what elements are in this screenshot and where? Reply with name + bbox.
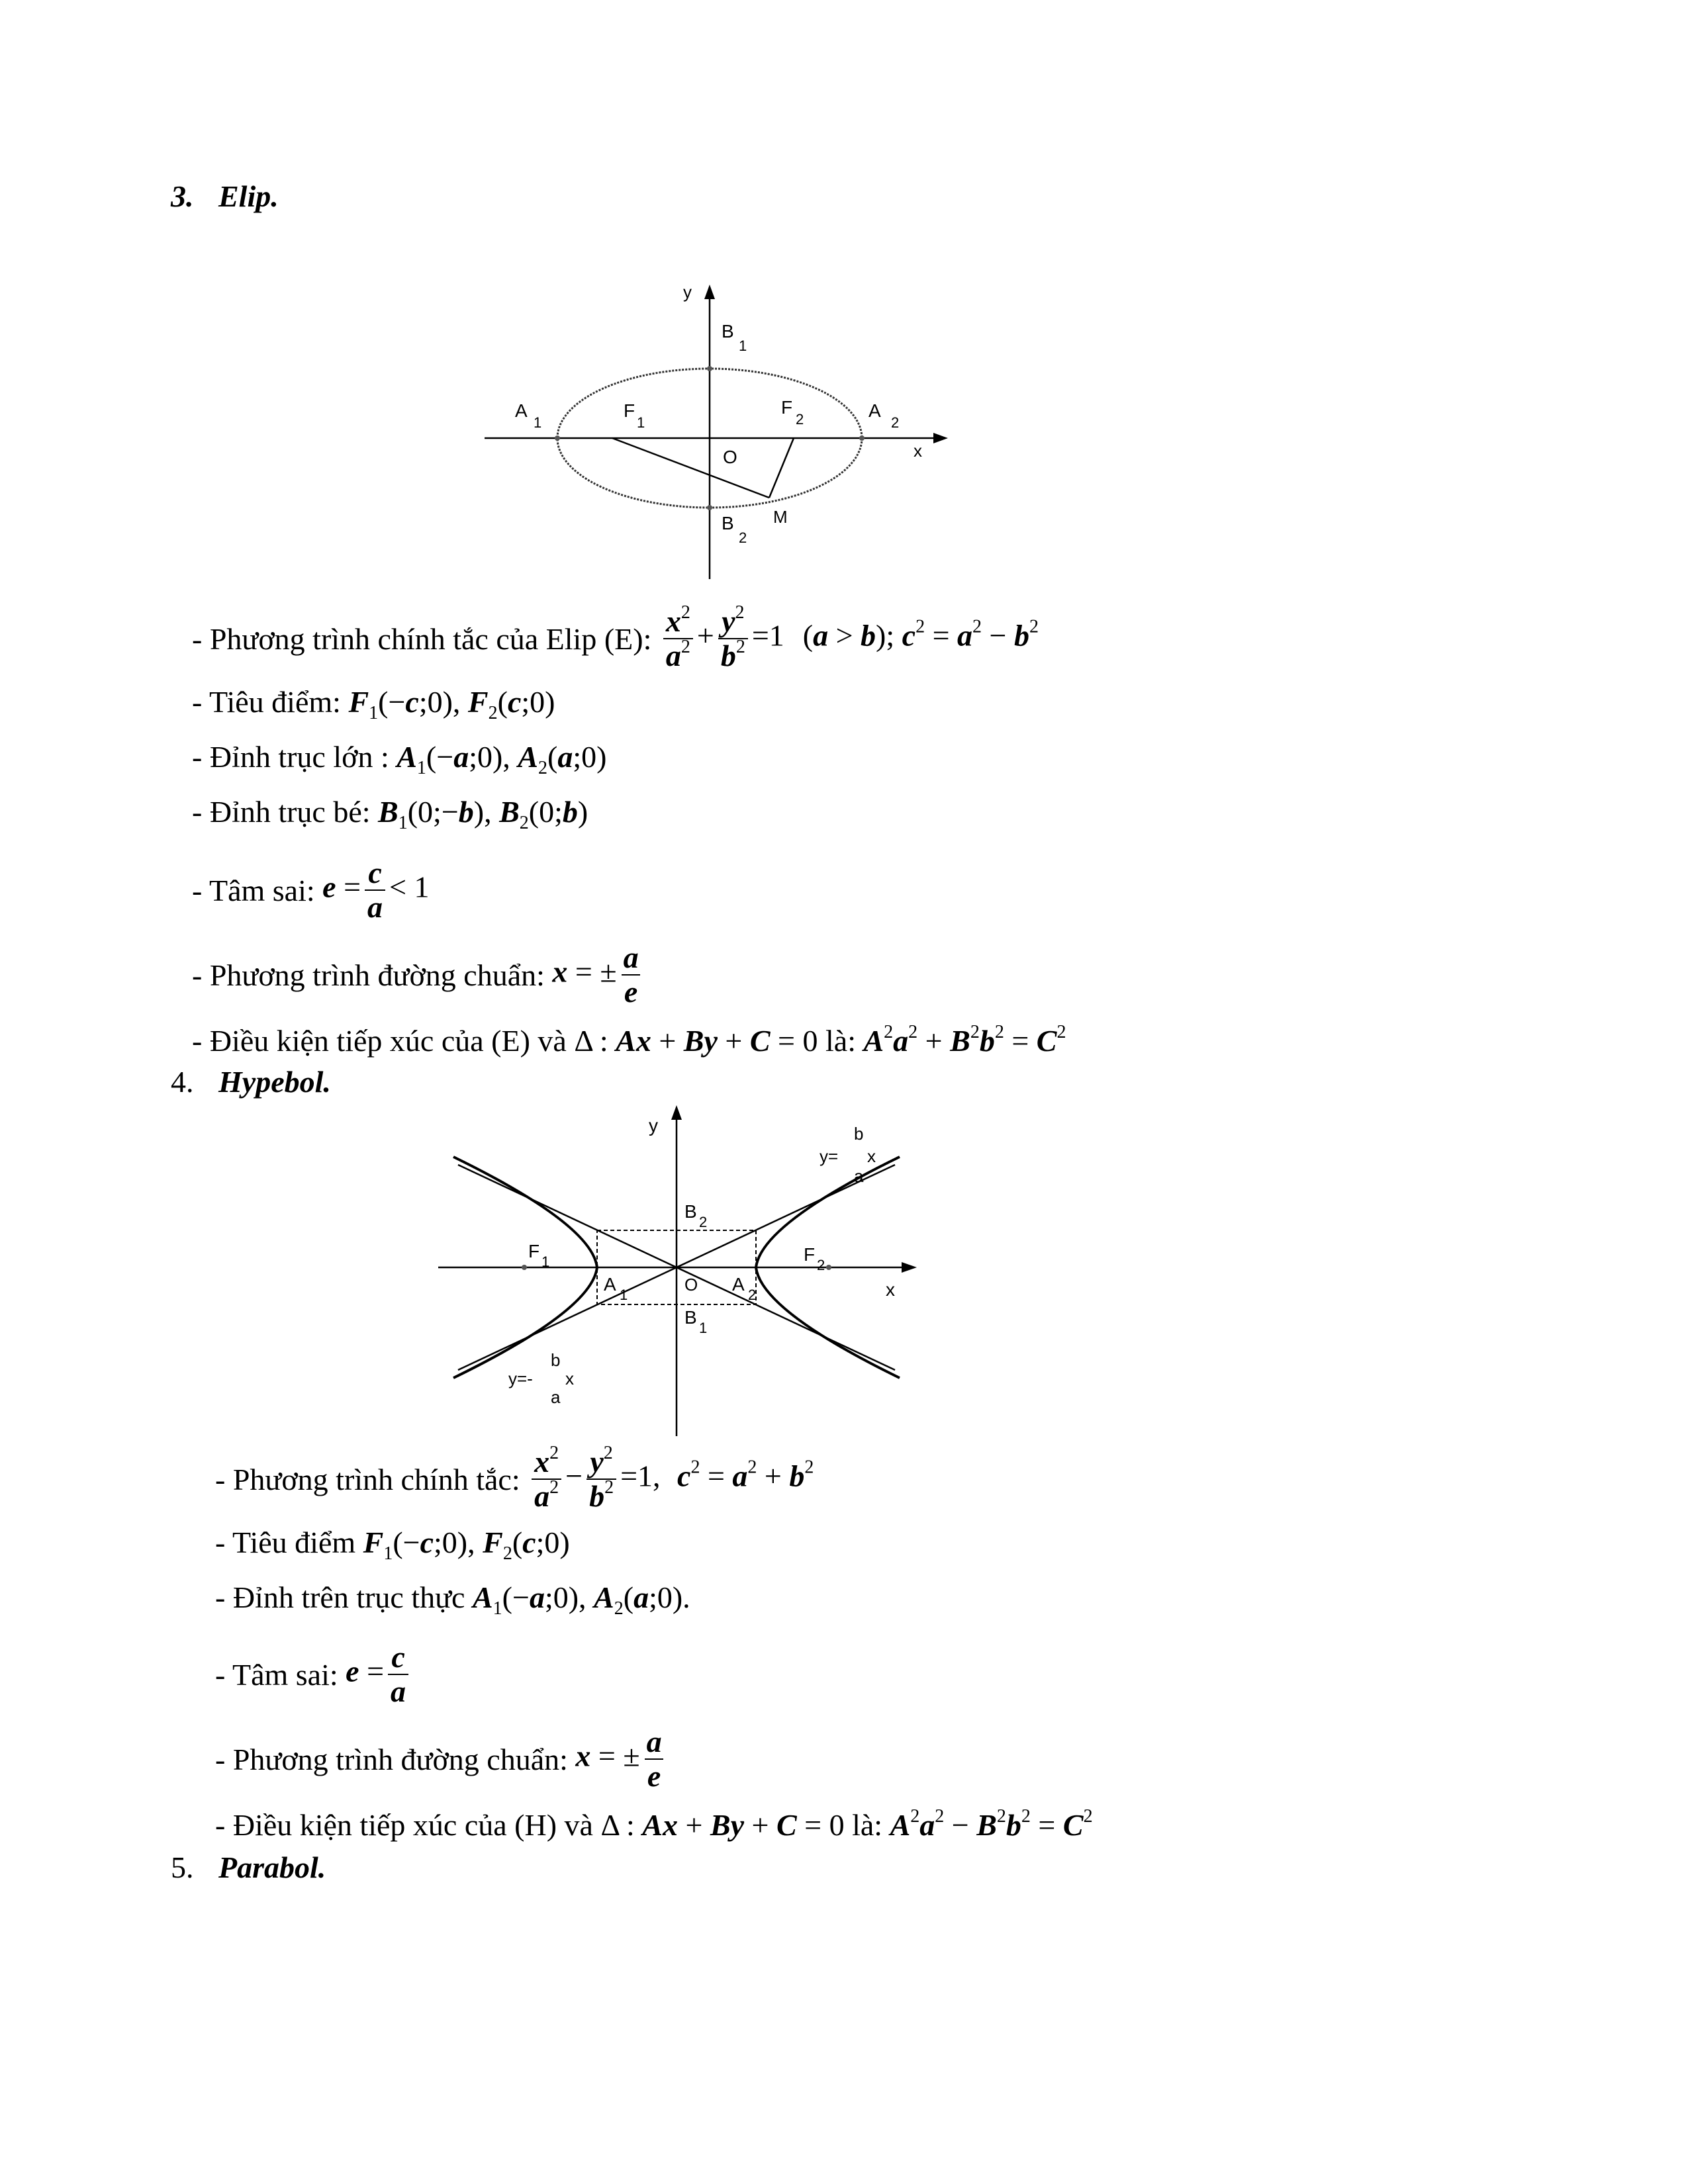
asym-neg-a: a: [551, 1387, 561, 1407]
asym-neg-prefix: y=-: [508, 1369, 533, 1388]
asym-pos-b: b: [854, 1124, 864, 1144]
section-number: 5.: [171, 1850, 194, 1884]
label-B1-sub: 1: [739, 338, 747, 354]
hyperbola-foci-formula: $F_1(-c;0)$, $F_2(c;0)$: [363, 1525, 570, 1564]
label-x: x: [886, 1279, 895, 1300]
ellipse-directrix-label: - Phương trình đường chuẩn:: [192, 958, 553, 992]
ellipse-minor-formula: $B_1(0;-b)$, $B_2(0;b)$: [378, 794, 588, 833]
label-F2-sub: 2: [817, 1257, 825, 1273]
label-A1-sub: 1: [620, 1287, 628, 1303]
x-axis-arrow: [933, 433, 948, 443]
point-B2: [707, 505, 712, 510]
hyperbola-directrix-formula: x = ± $\frac{a}{e}$: [575, 1725, 668, 1793]
hyperbola-tangent-mid: là:: [844, 1807, 890, 1842]
asym-pos-x: x: [867, 1146, 876, 1166]
x-axis-arrow: [902, 1262, 917, 1273]
hyperbola-tangent-line: [215, 1798, 1093, 1851]
hyperbola-eq-formula: $\frac{x^2}{a^2}$ − $\frac{y^2}{b^2}$ =1, $c^2 = a^2 + b^2$: [528, 1445, 814, 1513]
hyperbola-foci-line: [215, 1516, 570, 1569]
label-B2: B: [684, 1201, 697, 1222]
hyperbola-vertex-line: [215, 1570, 690, 1623]
label-B2-sub: 2: [739, 529, 747, 546]
label-B2: B: [722, 513, 734, 533]
section-title: Parabol.: [218, 1850, 326, 1884]
label-A2-sub: 2: [748, 1287, 757, 1303]
asym-pos-a: a: [854, 1166, 864, 1186]
ellipse-tangent-condition: $A^2a^2 + B^2b^2 = C^2$: [863, 1021, 1066, 1058]
label-F2: F: [804, 1244, 816, 1265]
ellipse-figure: [477, 278, 953, 582]
ellipse-tangent-line: [192, 1014, 1066, 1067]
point-F1: [522, 1265, 527, 1270]
ellipse-major-label: - Đỉnh trục lớn :: [192, 739, 397, 774]
hyperbola-tangent-condition: $A^2a^2 - B^2b^2 = C^2$: [890, 1805, 1093, 1842]
label-A2: A: [732, 1274, 745, 1295]
label-A2-sub: 2: [891, 414, 900, 431]
ellipse-directrix-line: [192, 938, 645, 1011]
label-B1: B: [684, 1307, 697, 1328]
hyperbola-directrix-label: - Phương trình đường chuẩn:: [215, 1742, 576, 1776]
label-A1: A: [515, 400, 528, 421]
ellipse-tangent-mid: là:: [818, 1023, 864, 1058]
section-title: Elip.: [218, 179, 279, 213]
ellipse-minor-label: - Đỉnh trục bé:: [192, 794, 379, 829]
point-F2: [826, 1265, 831, 1270]
hyperbola-equation-line: [215, 1443, 814, 1516]
ellipse-foci-formula: $F_1(-c;0)$, $F_2(c;0)$: [348, 684, 555, 723]
hyperbola-ecc-line: [215, 1638, 412, 1711]
label-B1-sub: 1: [699, 1320, 708, 1336]
label-origin: O: [684, 1275, 698, 1295]
label-A1-sub: 1: [534, 414, 542, 431]
section-4-heading: [171, 1064, 331, 1099]
ellipse-eq-formula: $\frac{x^2}{a^2}$ + $\frac{y^2}{b^2}$ =1 (a > b); $c^2 = a^2 - b^2$: [659, 605, 1039, 672]
ellipse-tangent-formula: Δ : Ax + By + C = 0: [574, 1023, 818, 1058]
label-M: M: [773, 507, 788, 527]
ellipse-ecc-label: - Tâm sai:: [192, 873, 323, 907]
ellipse-tangent-label: - Điều kiện tiếp xúc của (E) và: [192, 1023, 575, 1058]
hyperbola-tangent-formula: Δ : Ax + By + C = 0: [600, 1807, 845, 1842]
point-B1: [707, 366, 712, 371]
section-number: 3.: [171, 179, 194, 213]
hyperbola-ecc-formula: e = $\frac{c}{a}$: [346, 1641, 412, 1708]
label-F2-sub: 2: [796, 411, 804, 428]
ellipse-foci-label: - Tiêu điểm:: [192, 684, 349, 719]
section-title: Hypebol.: [218, 1065, 331, 1099]
hyperbola-vertex-label: - Đỉnh trên trục thực: [215, 1580, 473, 1614]
ellipse-eq-label: - Phương trình chính tắc của Elip (E):: [192, 621, 659, 656]
ellipse-major-formula: $A_1(-a;0)$, $A_2(a;0)$: [397, 739, 607, 778]
label-y: y: [649, 1115, 658, 1136]
ellipse-foci-line: [192, 675, 555, 728]
hyperbola-ecc-label: - Tâm sai:: [215, 1657, 346, 1692]
hyperbola-tangent-label: - Điều kiện tiếp xúc của (H) và: [215, 1807, 601, 1842]
section-number: 4.: [171, 1065, 194, 1099]
y-axis-arrow: [704, 285, 715, 299]
label-F1: F: [528, 1241, 540, 1261]
label-x: x: [914, 441, 922, 461]
hyperbola-directrix-line: [215, 1723, 669, 1796]
label-B1: B: [722, 321, 734, 341]
ellipse-directrix-formula: x = ± $\frac{a}{e}$: [552, 941, 645, 1009]
label-y: y: [683, 282, 692, 302]
asym-neg-b: b: [551, 1350, 561, 1370]
ellipse-major-line: [192, 730, 606, 783]
asym-neg-x: x: [565, 1369, 574, 1388]
label-B2-sub: 2: [699, 1214, 708, 1230]
ellipse-minor-line: [192, 785, 588, 838]
hyperbola-figure: [430, 1099, 933, 1443]
section-5-heading: [171, 1850, 326, 1885]
segment-F2M: [769, 438, 794, 498]
y-axis-arrow: [671, 1105, 682, 1120]
hyperbola-vertex-formula: $A_1(-a;0)$, $A_2(a;0)$.: [472, 1580, 690, 1619]
point-A1: [555, 435, 560, 441]
label-F1: F: [624, 400, 635, 421]
hyperbola-eq-label: - Phương trình chính tắc:: [215, 1462, 528, 1496]
segment-F1M: [612, 438, 769, 498]
ellipse-ecc-formula: e = $\frac{c}{a}$ < 1: [322, 856, 430, 924]
asym-pos-prefix: y=: [820, 1146, 839, 1166]
ellipse-equation-line: [192, 602, 1039, 675]
label-A2: A: [868, 400, 881, 421]
label-A1: A: [604, 1274, 616, 1295]
label-F2: F: [781, 397, 793, 418]
hyperbola-foci-label: - Tiêu điểm: [215, 1525, 363, 1559]
ellipse-ecc-line: [192, 854, 430, 927]
section-3-heading: [171, 179, 279, 214]
label-F1-sub: 1: [637, 414, 645, 431]
label-origin: O: [723, 447, 737, 467]
label-F1-sub: 1: [541, 1253, 550, 1270]
point-A2: [859, 435, 865, 441]
